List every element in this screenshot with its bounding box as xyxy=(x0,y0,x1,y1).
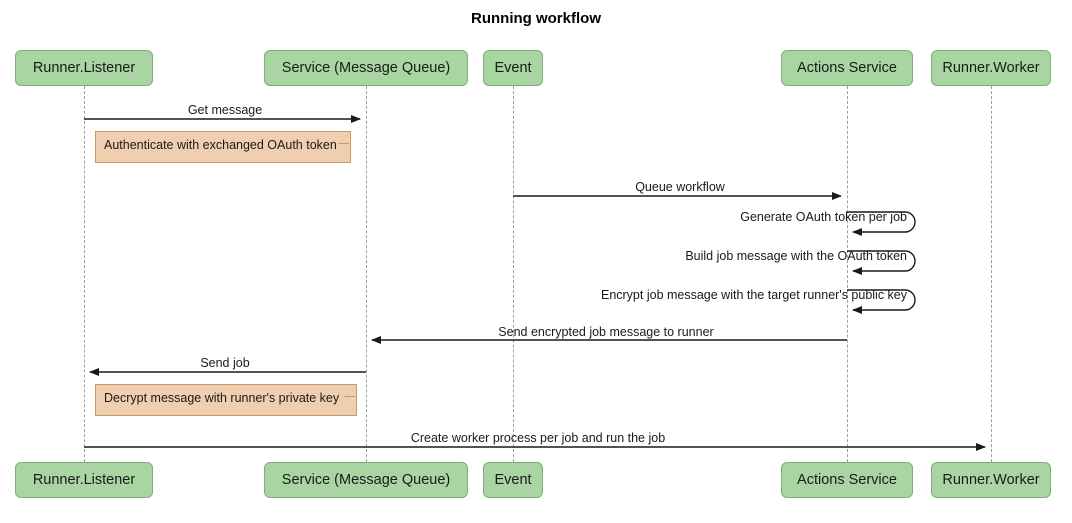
actor-actions-service-top[interactable] xyxy=(781,50,913,86)
message-label-send-job: Send job xyxy=(200,356,250,370)
actor-service-message-queue-top[interactable] xyxy=(264,50,468,86)
message-label-get-message: Get message xyxy=(187,103,263,117)
actor-label: Runner.Worker xyxy=(942,472,1040,488)
note-authenticate-with-exchanged-oauth-token xyxy=(95,131,351,163)
note-label: Decrypt message with runner's private key xyxy=(104,391,340,405)
message-label-send-encrypted-job-message: Send encrypted job message to runner xyxy=(498,325,714,339)
lifeline-actions-service xyxy=(847,86,848,462)
actor-label: Actions Service xyxy=(797,60,897,76)
note-label: Authenticate with exchanged OAuth token xyxy=(104,138,337,152)
message-label-queue-workflow: Queue workflow xyxy=(635,180,725,194)
message-label-build-job-message: Build job message with the OAuth token xyxy=(685,249,907,263)
actor-label: Actions Service xyxy=(797,472,897,488)
actor-label: Runner.Listener xyxy=(32,60,136,76)
actor-actions-service-bottom[interactable] xyxy=(781,462,913,498)
message-label-create-worker-process: Create worker process per job and run the job xyxy=(410,431,666,445)
lifeline-runner-worker xyxy=(991,86,992,462)
actor-runner-worker-bottom[interactable] xyxy=(931,462,1051,498)
lifeline-event xyxy=(513,86,514,462)
lifeline-runner-listener xyxy=(84,86,85,462)
actor-label: Service (Message Queue) xyxy=(281,60,451,76)
actor-label: Event xyxy=(494,60,532,76)
note-decrypt-message-with-runners-private-key xyxy=(95,384,357,416)
actor-runner-listener-top[interactable] xyxy=(15,50,153,86)
actor-event-top[interactable] xyxy=(483,50,543,86)
lifeline-service-message-queue xyxy=(366,86,367,462)
message-label-encrypt-job-message: Encrypt job message with the target runner's public key xyxy=(600,288,907,302)
message-label-generate-oauth-token: Generate OAuth token per job xyxy=(740,210,907,224)
actor-label: Event xyxy=(494,472,532,488)
actor-service-message-queue-bottom[interactable] xyxy=(264,462,468,498)
actor-runner-worker-top[interactable] xyxy=(931,50,1051,86)
actor-runner-listener-bottom[interactable] xyxy=(15,462,153,498)
diagram-title: Running workflow xyxy=(471,10,601,27)
actor-label: Service (Message Queue) xyxy=(281,472,451,488)
actor-event-bottom[interactable] xyxy=(483,462,543,498)
actor-label: Runner.Worker xyxy=(942,60,1040,76)
actor-label: Runner.Listener xyxy=(32,472,136,488)
